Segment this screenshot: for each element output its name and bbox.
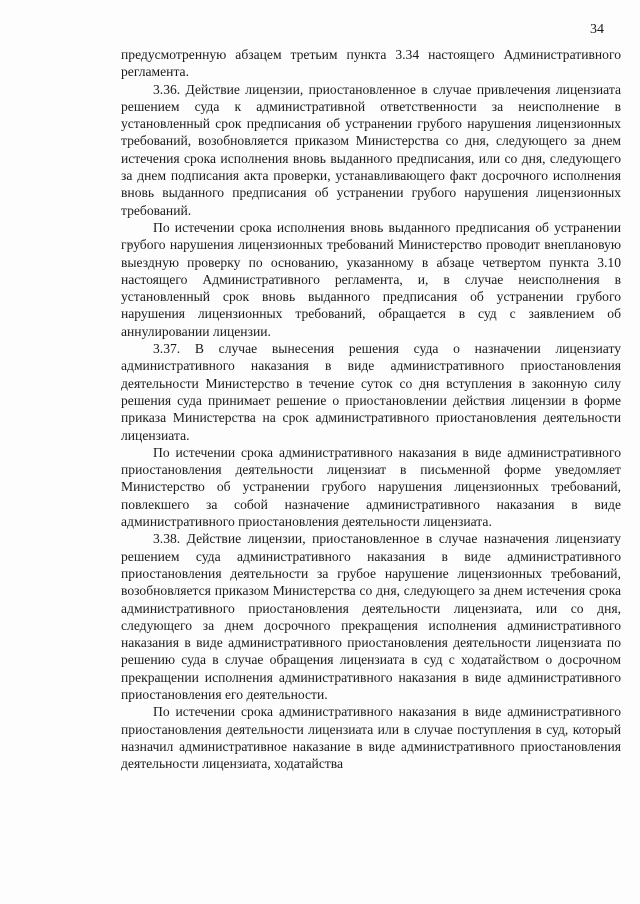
paragraph-3-37-notification: По истечении срока административного наказания в виде административного приостановления деятельности лицензиат в письменной форме уведомляет Министерство об устранении грубого нарушения лицензионных требований, повлекшего за собой назначение административного наказания в виде административного приостановления деятельности лицензиата. (121, 444, 621, 530)
page-number: 34 (590, 22, 604, 37)
paragraph-3-36: 3.36. Действие лицензии, приостановленное в случае привлечения лицензиата решением суда к административной ответственности за неисполнение в установленный срок предписания об устранении грубого нарушения лицензионных требований, возобновляется приказом Министерства со дня, следующего за днем истечения срока исполнения вновь выданного предписания, или со дня, следующего за днем подписания акта проверки, устанавливающего факт досрочного исполнения вновь выданного предписания об устранении грубого нарушения лицензионных требований. (121, 81, 621, 218)
document-body (121, 46, 621, 772)
paragraph-continuation: предусмотренную абзацем третьим пункта 3.34 настоящего Административного регламента. (121, 47, 621, 80)
paragraph-3-36-inspection: По истечении срока исполнения вновь выданного предписания об устранении грубого нарушения лицензионных требований Министерство проводит внеплановую выездную проверку по основанию, указанному в абзаце четвертом пункта 3.10 настоящего Административного регламента, и, в случае неисполнения в установленный срок вновь выданного предписания об устранении грубого нарушения лицензионных требований, обращается в суд с заявлением об аннулировании лицензии. (121, 219, 621, 339)
paragraph-3-37: 3.37. В случае вынесения решения суда о назначении лицензиату административного наказания в виде административного приостановления деятельности Министерство в течение суток со дня вступления в законную силу решения суда принимает решение о приостановлении действия лицензии в форме приказа Министерства на срок административного приостановления деятельности лицензиата. (121, 341, 621, 443)
paragraph-3-38: 3.38. Действие лицензии, приостановленное в случае назначения лицензиату решением суда административного наказания в виде административного приостановления деятельности за грубое нарушение лицензионных требований, возобновляется приказом Министерства со дня, следующего за днем истечения срока административного приостановления деятельности лицензиата, или со дня, следующего за днем досрочного прекращения исполнения административного наказания в виде административного приостановления деятельности лицензиата по решению суда в случае обращения лицензиата в суд с ходатайством о досрочном прекращении исполнения административного наказания в виде административного приостановления его деятельности. (121, 531, 621, 702)
paragraph-3-38-petition: По истечении срока административного наказания в виде административного приостановления деятельности лицензиата или в случае поступления в суд, который назначил административное наказание в виде административного приостановления деятельности лицензиата, ходатайства (121, 704, 621, 772)
